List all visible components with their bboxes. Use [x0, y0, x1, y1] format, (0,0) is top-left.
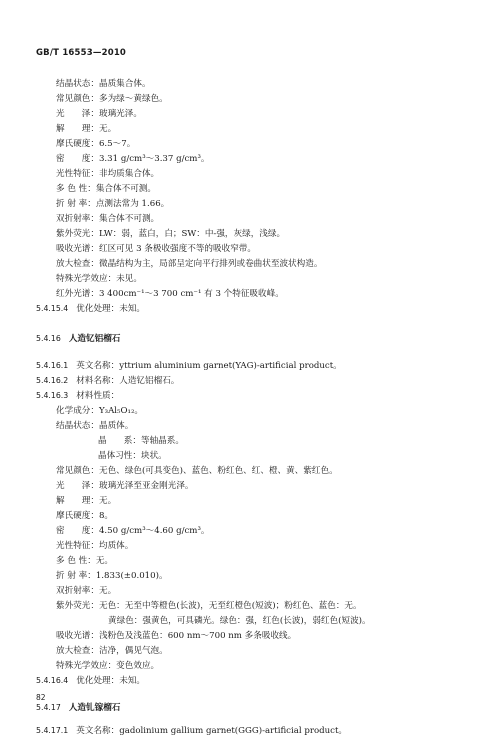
text-line [56, 540, 133, 552]
text-line [56, 183, 156, 195]
line-text: 材料性质： [76, 391, 120, 401]
section-number: 5.4.16 [36, 334, 61, 343]
text-line [56, 630, 296, 642]
line-text: 特殊光学效应：未见。 [56, 274, 142, 284]
text-line [56, 525, 210, 537]
text-line [56, 570, 168, 582]
text-line [98, 450, 167, 462]
text-line [56, 153, 210, 165]
text-line [56, 228, 285, 240]
line-text: 多 色 性：集合体不可测。 [56, 184, 156, 194]
text-line [56, 288, 284, 300]
line-text: 晶 系：等轴晶系。 [98, 436, 184, 446]
line-text: 光 泽：玻璃光泽。 [56, 109, 142, 119]
line-text: 吸收光谱：浅粉色及浅蓝色：600 nm～700 nm 多条吸收线。 [56, 631, 297, 641]
line-text: 紫外荧光：LW：弱，蓝白，白；SW：中-强，灰绿，浅绿。 [56, 229, 286, 239]
text-line [56, 405, 143, 417]
text-line [56, 645, 168, 657]
line-text: 摩氏硬度：8。 [56, 511, 114, 521]
text-line [56, 108, 142, 120]
line-text: 常见颜色：无色、绿色(可具变色)、蓝色、粉红色、红、橙、黄、紫红色。 [56, 466, 338, 476]
text-line [108, 615, 371, 627]
section-line [36, 725, 347, 737]
line-text: 常见颜色：多为绿～黄绿色。 [56, 94, 168, 104]
text-line [56, 273, 142, 285]
text-line [56, 495, 116, 507]
line-text: 放大检查：洁净，偶见气泡。 [56, 646, 168, 656]
text-line [56, 555, 113, 567]
line-text: 密 度：4.50 g/cm³～4.60 g/cm³。 [56, 526, 210, 536]
section-line [36, 675, 145, 687]
text-line [56, 93, 168, 105]
line-text: 摩氏硬度：6.5～7。 [56, 139, 136, 149]
line-text: 光 泽：玻璃光泽至亚金刚光泽。 [56, 481, 194, 491]
text-line [56, 510, 113, 522]
line-text: 光性特征：非均质集合体。 [56, 169, 160, 179]
text-line [56, 480, 194, 492]
line-text: 多 色 性：无。 [56, 556, 114, 566]
line-text: 化学成分：Y₃Al₅O₁₂。 [56, 406, 144, 416]
line-text: 英文名称：gadolinium gallium garnet(GGG)-artificial product。 [76, 726, 348, 736]
line-text: 优化处理：未知。 [76, 304, 146, 314]
line-text: 解 理：无。 [56, 124, 117, 134]
line-text: 晶体习性：块状。 [98, 451, 167, 461]
section-heading: 人造钆镓榴石 [68, 703, 121, 713]
section-line [36, 390, 119, 402]
section-number: 5.4.15.4 [36, 304, 69, 313]
line-text: 紫外荧光：无色：无至中等橙色(长波)，无至红橙色(短波)；粉红色、蓝色：无。 [56, 601, 362, 611]
page-number: 82 [36, 693, 46, 702]
line-text: 黄绿色：强黄色，可具磷光。绿色：强，红色(长波)，弱红色(短波)。 [108, 616, 371, 626]
section-number: 5.4.16.1 [36, 361, 69, 370]
line-text: 折 射 率：1.833(±0.010)。 [56, 571, 168, 581]
line-text: 双折射率：集合体不可测。 [56, 214, 160, 224]
text-line [56, 465, 338, 477]
text-line [56, 198, 169, 210]
text-line [56, 168, 159, 180]
text-line [56, 123, 116, 135]
section-line [36, 375, 179, 387]
line-text: 结晶状态：晶质体。 [56, 421, 134, 431]
section-number: 5.4.16.3 [36, 391, 69, 400]
text-line [98, 435, 184, 447]
section-line [36, 303, 145, 315]
line-text: 吸收光谱：红区可见 3 条极收强度不等的吸收窄带。 [56, 244, 256, 254]
line-text: 密 度：3.31 g/cm³～3.37 g/cm³。 [56, 154, 210, 164]
text-line [56, 585, 116, 597]
line-text: 结晶状态：晶质集合体。 [56, 79, 151, 89]
line-text: 折 射 率：点测法常为 1.66。 [56, 199, 170, 209]
text-line [56, 213, 159, 225]
line-text: 优化处理：未知。 [76, 676, 146, 686]
section-number: 5.4.17 [36, 703, 61, 712]
section-line [36, 702, 120, 714]
line-text: 双折射率：无。 [56, 586, 117, 596]
section-number: 5.4.17.1 [36, 726, 69, 735]
text-line [56, 258, 322, 270]
line-text: 放大检查：微晶结构为主，局部呈定向平行排列或卷曲状至波状构造。 [56, 259, 323, 269]
text-line [56, 660, 159, 672]
line-text: 解 理：无。 [56, 496, 117, 506]
line-text: 特殊光学效应：变色效应。 [56, 661, 160, 671]
section-line [36, 333, 120, 345]
line-text: 红外光谱：3 400cm⁻¹～3 700 cm⁻¹ 有 3 个特征吸收峰。 [56, 289, 284, 299]
text-line [56, 243, 256, 255]
section-line [36, 360, 342, 372]
section-number: 5.4.16.4 [36, 676, 69, 685]
text-line [56, 600, 362, 612]
section-heading: 人造钇铝榴石 [68, 334, 121, 344]
text-line [56, 78, 151, 90]
text-line [56, 138, 135, 150]
line-text: 材料名称：人造钇铝榴石。 [76, 376, 180, 386]
standard-header: GB/T 16553—2010 [36, 48, 127, 58]
line-text: 英文名称：yttrium aluminium garnet(YAG)-artificial product。 [76, 361, 342, 371]
section-number: 5.4.16.2 [36, 376, 69, 385]
text-line [56, 420, 133, 432]
line-text: 光性特征：均质体。 [56, 541, 134, 551]
